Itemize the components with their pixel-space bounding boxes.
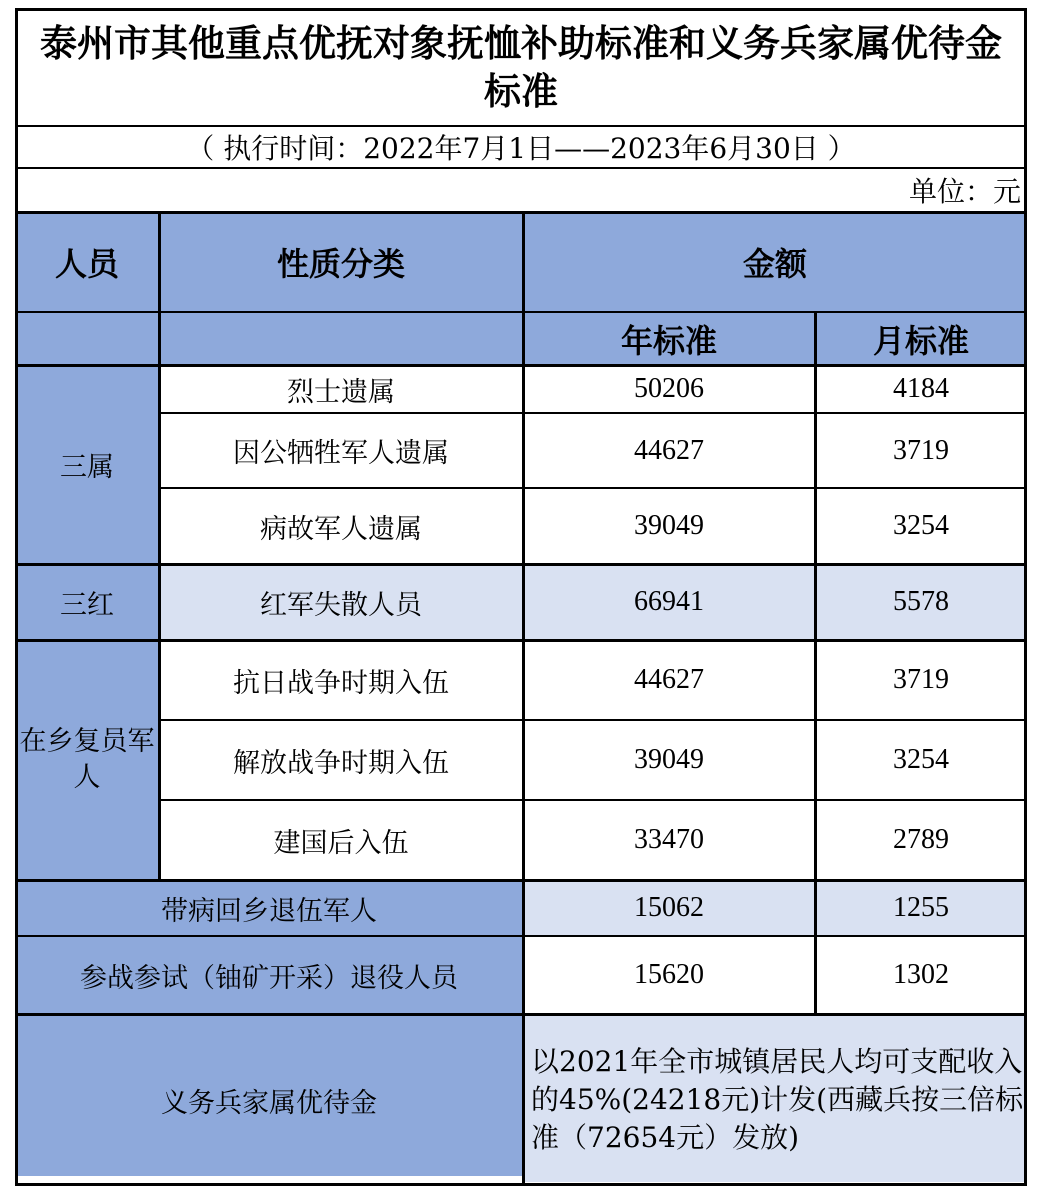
rule	[15, 639, 1027, 642]
header-amount: 金额	[742, 245, 807, 283]
group-fuyuan: 在乡复员军人	[19, 726, 155, 793]
border-right	[1024, 8, 1027, 1186]
rule	[15, 364, 1027, 367]
rule	[15, 1013, 1027, 1016]
row-annual: 50206	[634, 373, 704, 404]
row-category: 建国后入伍	[273, 827, 409, 859]
row-annual: 33470	[634, 824, 704, 855]
row-monthly: 3254	[893, 510, 949, 541]
rule	[159, 719, 1027, 721]
row-monthly: 3719	[893, 664, 949, 695]
rule	[159, 412, 1027, 414]
row-category: 参战参试（铀矿开采）退役人员	[80, 962, 458, 994]
rule	[159, 799, 1027, 801]
rule	[15, 167, 1027, 169]
column-divider	[158, 212, 161, 880]
group-sanshu: 三属	[60, 452, 114, 483]
rule	[15, 879, 1027, 882]
rule	[15, 125, 1027, 127]
row-annual: 44627	[634, 434, 704, 466]
rule	[15, 211, 1027, 214]
row-annual: 15620	[634, 959, 704, 990]
unit-label: 单位：元	[908, 175, 1021, 208]
yiwubing-note: 以2021年全市城镇居民人均可支配收入的45%(24218元)计发(西藏兵按三倍标准（72654元）发放)	[531, 1045, 1024, 1154]
row-category: 解放战争时期入伍	[233, 747, 449, 779]
row-category: 病故军人遗属	[260, 513, 422, 545]
header-person: 人员	[54, 245, 119, 283]
row-category: 红军失散人员	[260, 589, 422, 621]
row-monthly: 1255	[893, 892, 949, 923]
row-category: 因公牺牲军人遗属	[233, 438, 449, 469]
row-monthly: 1302	[893, 959, 949, 990]
row-annual: 66941	[634, 586, 704, 617]
border-left	[15, 8, 18, 1186]
header-category: 性质分类	[276, 245, 405, 283]
header-annual: 年标准	[620, 321, 717, 360]
period-text: （ 执行时间：2022年7月1日——2023年6月30日 ）	[186, 132, 856, 165]
row-monthly: 3719	[893, 434, 949, 466]
column-divider	[814, 312, 817, 1014]
group-sanhong: 三红	[60, 589, 114, 621]
row-annual: 39049	[634, 510, 704, 541]
page-title: 泰州市其他重点优抚对象抚恤补助标准和义务兵家属优待金标准	[40, 21, 1002, 113]
row-category: 烈士遗属	[287, 376, 395, 408]
header-monthly: 月标准	[872, 321, 969, 360]
rule	[159, 487, 1027, 489]
border-top	[15, 8, 1027, 11]
standards-table	[15, 8, 1027, 1186]
rule	[15, 935, 1027, 937]
row-category: 抗日战争时期入伍	[233, 667, 449, 699]
row-monthly: 2789	[893, 824, 949, 855]
rule	[15, 563, 1027, 566]
row-annual: 44627	[634, 664, 704, 695]
row-annual: 39049	[634, 744, 704, 775]
row-monthly: 3254	[893, 744, 949, 775]
rule	[15, 311, 1027, 313]
row-monthly: 5578	[893, 586, 949, 617]
column-divider	[522, 212, 525, 1186]
border-bottom	[15, 1183, 1027, 1186]
row-monthly: 4184	[893, 373, 949, 404]
row-category: 带病回乡退伍军人	[161, 895, 377, 927]
yiwubing-label: 义务兵家属优待金	[161, 1087, 377, 1119]
row-annual: 15062	[634, 892, 704, 923]
